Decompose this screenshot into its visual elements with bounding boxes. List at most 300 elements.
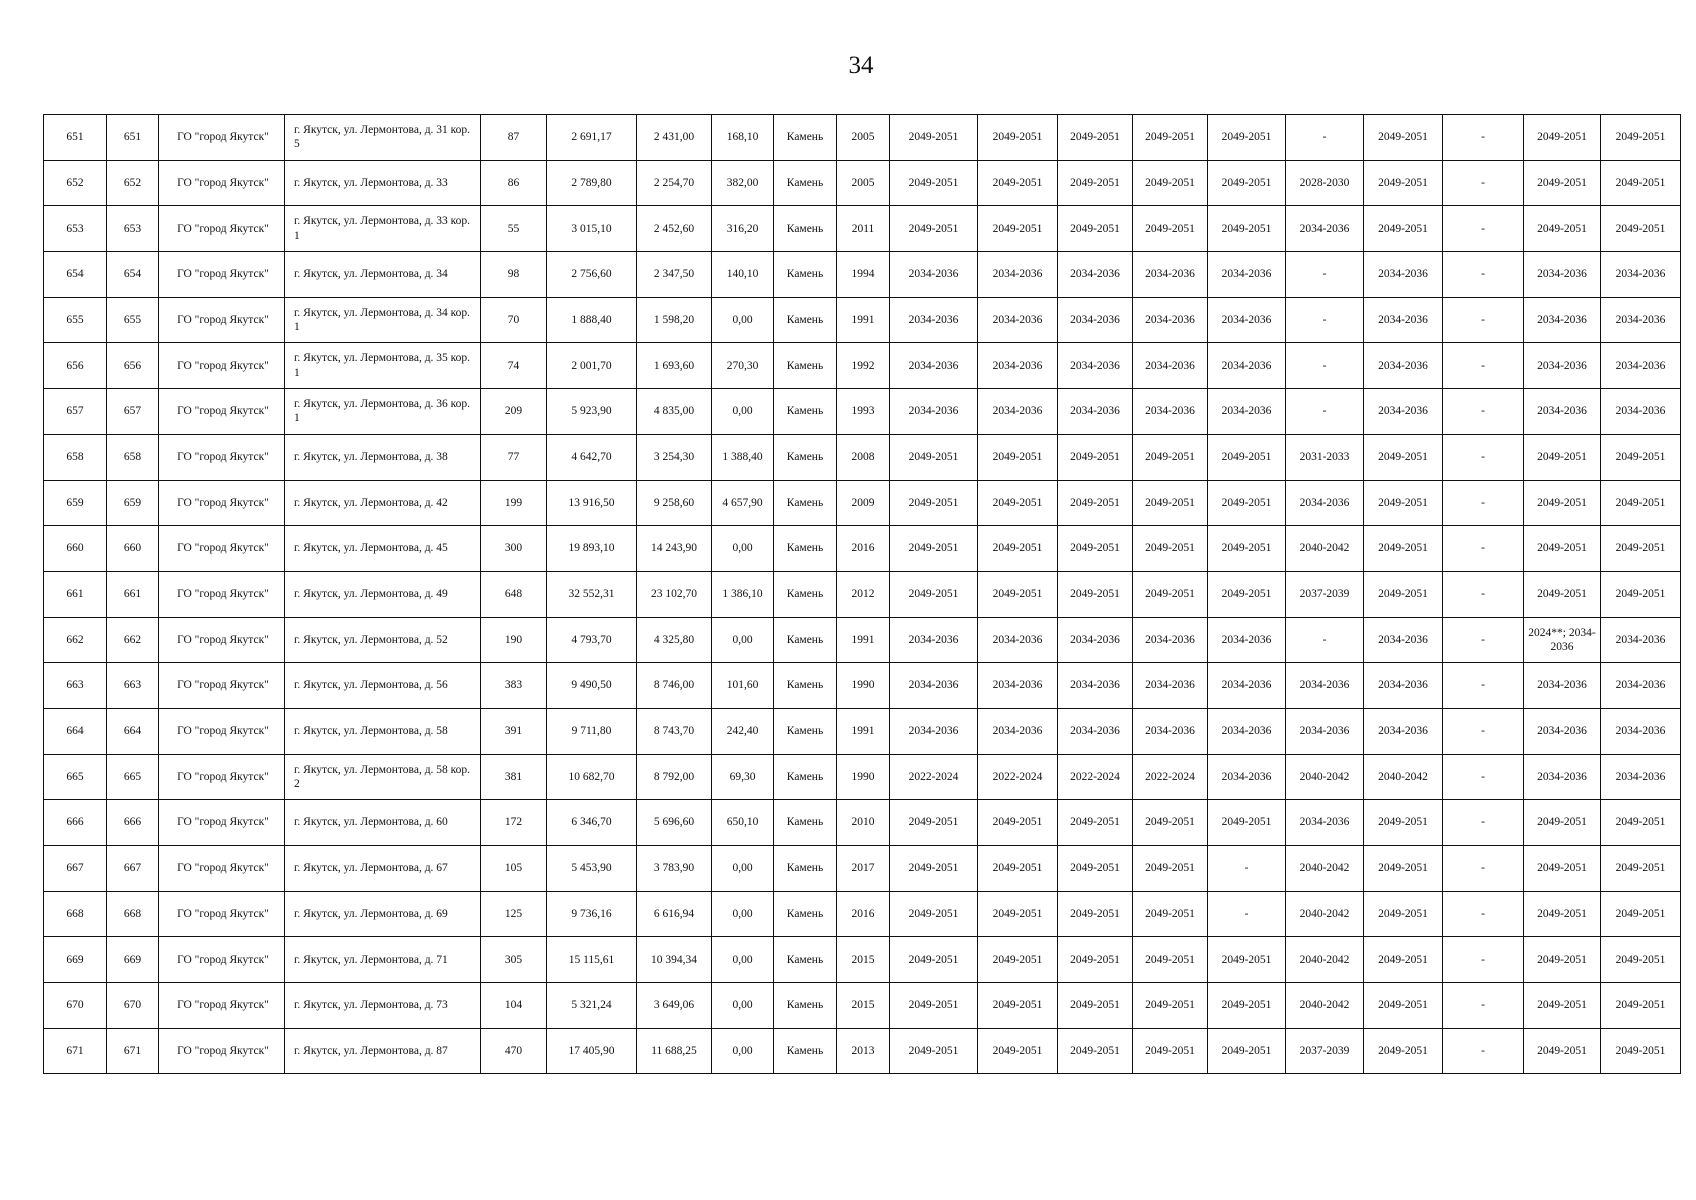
cell-term-basement: - xyxy=(1443,480,1524,526)
cell-address: г. Якутск, ул. Лермонтова, д. 42 xyxy=(285,480,481,526)
cell-wall-material: Камень xyxy=(774,754,837,800)
cell-term-cold-water: 2049-2051 xyxy=(1133,206,1208,252)
cell-term-roof: 2049-2051 xyxy=(1364,983,1443,1029)
cell-term-sewerage: 2049-2051 xyxy=(1208,571,1286,617)
cell-nonresidential-area: 101,60 xyxy=(712,663,774,709)
cell-nonresidential-area: 0,00 xyxy=(712,1028,774,1074)
cell-municipality: ГО "город Якутск" xyxy=(159,846,285,892)
cell-term-basement: - xyxy=(1443,297,1524,343)
cell-address: г. Якутск, ул. Лермонтова, д. 58 кор. 2 xyxy=(285,754,481,800)
cell-commissioning-year: 2012 xyxy=(837,571,890,617)
cell-term-heating: 2049-2051 xyxy=(978,571,1058,617)
cell-term-electricity: 2049-2051 xyxy=(890,1028,978,1074)
cell-term-hot-water: 2034-2036 xyxy=(1058,343,1133,389)
cell-house-number: 661 xyxy=(107,571,159,617)
cell-total-area: 13 916,50 xyxy=(547,480,637,526)
cell-nonresidential-area: 316,20 xyxy=(712,206,774,252)
table-row xyxy=(44,115,1681,161)
cell-term-cold-water: 2049-2051 xyxy=(1133,571,1208,617)
cell-wall-material: Камень xyxy=(774,343,837,389)
cell-commissioning-year: 2008 xyxy=(837,434,890,480)
cell-term-hot-water: 2049-2051 xyxy=(1058,800,1133,846)
cell-term-foundation: 2034-2036 xyxy=(1601,754,1681,800)
cell-total-area: 5 923,90 xyxy=(547,389,637,435)
cell-address: г. Якутск, ул. Лермонтова, д. 56 xyxy=(285,663,481,709)
cell-address: г. Якутск, ул. Лермонтова, д. 36 кор. 1 xyxy=(285,389,481,435)
cell-term-electricity: 2034-2036 xyxy=(890,708,978,754)
cell-term-foundation: 2049-2051 xyxy=(1601,160,1681,206)
cell-nonresidential-area: 270,30 xyxy=(712,343,774,389)
cell-term-electricity: 2049-2051 xyxy=(890,846,978,892)
cell-row-number: 651 xyxy=(44,115,107,161)
cell-commissioning-year: 1991 xyxy=(837,297,890,343)
cell-term-hot-water: 2034-2036 xyxy=(1058,663,1133,709)
cell-residents: 209 xyxy=(481,389,547,435)
cell-address: г. Якутск, ул. Лермонтова, д. 71 xyxy=(285,937,481,983)
cell-term-gas: - xyxy=(1286,617,1364,663)
cell-residents: 77 xyxy=(481,434,547,480)
cell-commissioning-year: 2013 xyxy=(837,1028,890,1074)
cell-term-roof: 2049-2051 xyxy=(1364,526,1443,572)
cell-term-cold-water: 2049-2051 xyxy=(1133,800,1208,846)
cell-commissioning-year: 2010 xyxy=(837,800,890,846)
table-row xyxy=(44,434,1681,480)
table-row xyxy=(44,891,1681,937)
table-row xyxy=(44,754,1681,800)
cell-term-electricity: 2049-2051 xyxy=(890,160,978,206)
cell-wall-material: Камень xyxy=(774,252,837,298)
cell-term-facade: 2049-2051 xyxy=(1524,937,1601,983)
cell-total-area: 9 736,16 xyxy=(547,891,637,937)
cell-nonresidential-area: 0,00 xyxy=(712,526,774,572)
cell-term-foundation: 2034-2036 xyxy=(1601,708,1681,754)
cell-term-gas: 2028-2030 xyxy=(1286,160,1364,206)
cell-term-foundation: 2034-2036 xyxy=(1601,617,1681,663)
cell-municipality: ГО "город Якутск" xyxy=(159,1028,285,1074)
cell-row-number: 656 xyxy=(44,343,107,389)
cell-nonresidential-area: 168,10 xyxy=(712,115,774,161)
cell-municipality: ГО "город Якутск" xyxy=(159,708,285,754)
cell-term-sewerage: 2049-2051 xyxy=(1208,206,1286,252)
cell-commissioning-year: 1990 xyxy=(837,754,890,800)
cell-term-gas: - xyxy=(1286,297,1364,343)
table-row xyxy=(44,160,1681,206)
cell-total-area: 17 405,90 xyxy=(547,1028,637,1074)
cell-municipality: ГО "город Якутск" xyxy=(159,389,285,435)
cell-residents: 190 xyxy=(481,617,547,663)
cell-residents: 125 xyxy=(481,891,547,937)
cell-term-foundation: 2049-2051 xyxy=(1601,115,1681,161)
cell-term-cold-water: 2049-2051 xyxy=(1133,937,1208,983)
cell-house-number: 662 xyxy=(107,617,159,663)
cell-commissioning-year: 2009 xyxy=(837,480,890,526)
cell-term-cold-water: 2034-2036 xyxy=(1133,617,1208,663)
cell-term-hot-water: 2049-2051 xyxy=(1058,115,1133,161)
cell-total-area: 5 321,24 xyxy=(547,983,637,1029)
cell-term-facade: 2024**; 2034-2036 xyxy=(1524,617,1601,663)
cell-residents: 470 xyxy=(481,1028,547,1074)
cell-commissioning-year: 1992 xyxy=(837,343,890,389)
cell-term-foundation: 2049-2051 xyxy=(1601,846,1681,892)
cell-living-area: 23 102,70 xyxy=(637,571,712,617)
table-row xyxy=(44,252,1681,298)
cell-term-gas: 2034-2036 xyxy=(1286,480,1364,526)
cell-municipality: ГО "город Якутск" xyxy=(159,937,285,983)
cell-term-hot-water: 2049-2051 xyxy=(1058,160,1133,206)
cell-house-number: 670 xyxy=(107,983,159,1029)
cell-term-cold-water: 2034-2036 xyxy=(1133,708,1208,754)
cell-term-heating: 2049-2051 xyxy=(978,206,1058,252)
cell-commissioning-year: 1990 xyxy=(837,663,890,709)
cell-term-hot-water: 2034-2036 xyxy=(1058,297,1133,343)
cell-residents: 381 xyxy=(481,754,547,800)
cell-commissioning-year: 1994 xyxy=(837,252,890,298)
cell-term-roof: 2049-2051 xyxy=(1364,937,1443,983)
table-row xyxy=(44,526,1681,572)
cell-municipality: ГО "город Якутск" xyxy=(159,115,285,161)
cell-term-electricity: 2049-2051 xyxy=(890,434,978,480)
cell-wall-material: Камень xyxy=(774,846,837,892)
cell-wall-material: Камень xyxy=(774,389,837,435)
cell-residents: 300 xyxy=(481,526,547,572)
cell-term-foundation: 2049-2051 xyxy=(1601,891,1681,937)
cell-term-roof: 2034-2036 xyxy=(1364,343,1443,389)
cell-nonresidential-area: 0,00 xyxy=(712,983,774,1029)
cell-term-basement: - xyxy=(1443,846,1524,892)
cell-term-sewerage: 2049-2051 xyxy=(1208,115,1286,161)
cell-address: г. Якутск, ул. Лермонтова, д. 87 xyxy=(285,1028,481,1074)
cell-term-electricity: 2034-2036 xyxy=(890,343,978,389)
cell-term-roof: 2034-2036 xyxy=(1364,389,1443,435)
cell-house-number: 651 xyxy=(107,115,159,161)
table-row xyxy=(44,480,1681,526)
table-row xyxy=(44,297,1681,343)
table-row xyxy=(44,663,1681,709)
cell-municipality: ГО "город Якутск" xyxy=(159,480,285,526)
cell-term-electricity: 2049-2051 xyxy=(890,983,978,1029)
cell-residents: 383 xyxy=(481,663,547,709)
cell-term-basement: - xyxy=(1443,160,1524,206)
cell-term-facade: 2049-2051 xyxy=(1524,846,1601,892)
cell-nonresidential-area: 0,00 xyxy=(712,937,774,983)
table-row xyxy=(44,937,1681,983)
cell-wall-material: Камень xyxy=(774,526,837,572)
cell-living-area: 11 688,25 xyxy=(637,1028,712,1074)
cell-term-roof: 2034-2036 xyxy=(1364,708,1443,754)
cell-living-area: 8 743,70 xyxy=(637,708,712,754)
cell-term-facade: 2049-2051 xyxy=(1524,526,1601,572)
cell-row-number: 654 xyxy=(44,252,107,298)
cell-total-area: 3 015,10 xyxy=(547,206,637,252)
cell-term-electricity: 2049-2051 xyxy=(890,206,978,252)
cell-term-basement: - xyxy=(1443,800,1524,846)
cell-term-roof: 2049-2051 xyxy=(1364,800,1443,846)
cell-residents: 87 xyxy=(481,115,547,161)
cell-wall-material: Камень xyxy=(774,983,837,1029)
cell-nonresidential-area: 140,10 xyxy=(712,252,774,298)
cell-address: г. Якутск, ул. Лермонтова, д. 34 кор. 1 xyxy=(285,297,481,343)
cell-term-cold-water: 2022-2024 xyxy=(1133,754,1208,800)
cell-nonresidential-area: 242,40 xyxy=(712,708,774,754)
cell-term-heating: 2049-2051 xyxy=(978,891,1058,937)
cell-term-electricity: 2049-2051 xyxy=(890,526,978,572)
cell-term-foundation: 2034-2036 xyxy=(1601,297,1681,343)
cell-term-facade: 2049-2051 xyxy=(1524,160,1601,206)
registry-body xyxy=(44,115,1681,1074)
cell-row-number: 669 xyxy=(44,937,107,983)
cell-term-cold-water: 2049-2051 xyxy=(1133,480,1208,526)
cell-term-heating: 2034-2036 xyxy=(978,252,1058,298)
cell-term-sewerage: 2049-2051 xyxy=(1208,983,1286,1029)
cell-nonresidential-area: 382,00 xyxy=(712,160,774,206)
cell-term-gas: - xyxy=(1286,252,1364,298)
cell-nonresidential-area: 0,00 xyxy=(712,389,774,435)
cell-house-number: 666 xyxy=(107,800,159,846)
cell-commissioning-year: 2017 xyxy=(837,846,890,892)
cell-term-gas: 2034-2036 xyxy=(1286,708,1364,754)
cell-living-area: 2 347,50 xyxy=(637,252,712,298)
cell-nonresidential-area: 0,00 xyxy=(712,297,774,343)
cell-term-roof: 2049-2051 xyxy=(1364,434,1443,480)
cell-total-area: 2 691,17 xyxy=(547,115,637,161)
cell-living-area: 1 693,60 xyxy=(637,343,712,389)
cell-term-facade: 2034-2036 xyxy=(1524,754,1601,800)
cell-municipality: ГО "город Якутск" xyxy=(159,206,285,252)
cell-term-hot-water: 2049-2051 xyxy=(1058,1028,1133,1074)
cell-total-area: 5 453,90 xyxy=(547,846,637,892)
cell-term-hot-water: 2049-2051 xyxy=(1058,206,1133,252)
cell-wall-material: Камень xyxy=(774,434,837,480)
cell-term-facade: 2049-2051 xyxy=(1524,480,1601,526)
cell-term-basement: - xyxy=(1443,1028,1524,1074)
cell-wall-material: Камень xyxy=(774,1028,837,1074)
cell-term-gas: 2040-2042 xyxy=(1286,937,1364,983)
table-row xyxy=(44,800,1681,846)
cell-term-gas: 2031-2033 xyxy=(1286,434,1364,480)
cell-term-facade: 2049-2051 xyxy=(1524,1028,1601,1074)
table-row xyxy=(44,571,1681,617)
cell-term-cold-water: 2049-2051 xyxy=(1133,983,1208,1029)
cell-living-area: 3 783,90 xyxy=(637,846,712,892)
cell-term-hot-water: 2034-2036 xyxy=(1058,617,1133,663)
cell-wall-material: Камень xyxy=(774,663,837,709)
cell-residents: 86 xyxy=(481,160,547,206)
cell-term-gas: 2037-2039 xyxy=(1286,1028,1364,1074)
cell-address: г. Якутск, ул. Лермонтова, д. 52 xyxy=(285,617,481,663)
cell-municipality: ГО "город Якутск" xyxy=(159,617,285,663)
cell-term-foundation: 2034-2036 xyxy=(1601,389,1681,435)
cell-house-number: 667 xyxy=(107,846,159,892)
cell-house-number: 665 xyxy=(107,754,159,800)
cell-wall-material: Камень xyxy=(774,937,837,983)
cell-residents: 199 xyxy=(481,480,547,526)
cell-commissioning-year: 2005 xyxy=(837,115,890,161)
cell-term-roof: 2034-2036 xyxy=(1364,663,1443,709)
cell-wall-material: Камень xyxy=(774,160,837,206)
cell-address: г. Якутск, ул. Лермонтова, д. 49 xyxy=(285,571,481,617)
cell-term-sewerage: 2049-2051 xyxy=(1208,1028,1286,1074)
cell-house-number: 656 xyxy=(107,343,159,389)
cell-living-area: 4 835,00 xyxy=(637,389,712,435)
cell-municipality: ГО "город Якутск" xyxy=(159,434,285,480)
cell-term-gas: 2034-2036 xyxy=(1286,800,1364,846)
cell-term-cold-water: 2034-2036 xyxy=(1133,252,1208,298)
cell-address: г. Якутск, ул. Лермонтова, д. 69 xyxy=(285,891,481,937)
cell-residents: 391 xyxy=(481,708,547,754)
cell-living-area: 6 616,94 xyxy=(637,891,712,937)
page-number: 34 xyxy=(848,52,874,79)
cell-term-roof: 2049-2051 xyxy=(1364,1028,1443,1074)
cell-term-heating: 2034-2036 xyxy=(978,389,1058,435)
cell-term-roof: 2034-2036 xyxy=(1364,617,1443,663)
cell-term-sewerage: 2034-2036 xyxy=(1208,617,1286,663)
cell-term-heating: 2049-2051 xyxy=(978,983,1058,1029)
cell-term-heating: 2049-2051 xyxy=(978,800,1058,846)
cell-wall-material: Камень xyxy=(774,297,837,343)
cell-term-facade: 2034-2036 xyxy=(1524,663,1601,709)
cell-term-roof: 2049-2051 xyxy=(1364,206,1443,252)
cell-house-number: 653 xyxy=(107,206,159,252)
cell-term-gas: 2040-2042 xyxy=(1286,983,1364,1029)
cell-wall-material: Камень xyxy=(774,571,837,617)
cell-address: г. Якутск, ул. Лермонтова, д. 31 кор. 5 xyxy=(285,115,481,161)
cell-term-electricity: 2049-2051 xyxy=(890,115,978,161)
cell-term-foundation: 2034-2036 xyxy=(1601,343,1681,389)
cell-term-gas: 2034-2036 xyxy=(1286,663,1364,709)
cell-wall-material: Камень xyxy=(774,617,837,663)
cell-term-heating: 2022-2024 xyxy=(978,754,1058,800)
cell-term-roof: 2049-2051 xyxy=(1364,480,1443,526)
cell-living-area: 8 792,00 xyxy=(637,754,712,800)
cell-house-number: 669 xyxy=(107,937,159,983)
cell-nonresidential-area: 1 386,10 xyxy=(712,571,774,617)
cell-living-area: 4 325,80 xyxy=(637,617,712,663)
cell-row-number: 670 xyxy=(44,983,107,1029)
cell-term-foundation: 2049-2051 xyxy=(1601,434,1681,480)
cell-wall-material: Камень xyxy=(774,891,837,937)
cell-term-gas: 2040-2042 xyxy=(1286,891,1364,937)
table-row xyxy=(44,708,1681,754)
cell-term-foundation: 2034-2036 xyxy=(1601,252,1681,298)
cell-term-cold-water: 2034-2036 xyxy=(1133,663,1208,709)
cell-term-electricity: 2034-2036 xyxy=(890,617,978,663)
housing-registry-table xyxy=(43,114,1681,1074)
cell-term-basement: - xyxy=(1443,891,1524,937)
cell-term-cold-water: 2049-2051 xyxy=(1133,1028,1208,1074)
cell-row-number: 652 xyxy=(44,160,107,206)
cell-municipality: ГО "город Якутск" xyxy=(159,571,285,617)
cell-total-area: 32 552,31 xyxy=(547,571,637,617)
cell-term-roof: 2049-2051 xyxy=(1364,846,1443,892)
cell-term-roof: 2040-2042 xyxy=(1364,754,1443,800)
table-row xyxy=(44,1028,1681,1074)
cell-total-area: 9 490,50 xyxy=(547,663,637,709)
cell-row-number: 668 xyxy=(44,891,107,937)
cell-term-hot-water: 2049-2051 xyxy=(1058,937,1133,983)
cell-total-area: 19 893,10 xyxy=(547,526,637,572)
cell-term-sewerage: 2034-2036 xyxy=(1208,754,1286,800)
cell-term-cold-water: 2049-2051 xyxy=(1133,891,1208,937)
cell-row-number: 664 xyxy=(44,708,107,754)
cell-residents: 105 xyxy=(481,846,547,892)
cell-term-cold-water: 2049-2051 xyxy=(1133,846,1208,892)
cell-municipality: ГО "город Якутск" xyxy=(159,663,285,709)
cell-total-area: 2 001,70 xyxy=(547,343,637,389)
cell-term-electricity: 2034-2036 xyxy=(890,389,978,435)
cell-residents: 70 xyxy=(481,297,547,343)
cell-term-hot-water: 2049-2051 xyxy=(1058,526,1133,572)
cell-term-gas: 2040-2042 xyxy=(1286,846,1364,892)
cell-municipality: ГО "город Якутск" xyxy=(159,252,285,298)
cell-term-facade: 2034-2036 xyxy=(1524,297,1601,343)
cell-term-cold-water: 2049-2051 xyxy=(1133,115,1208,161)
cell-wall-material: Камень xyxy=(774,480,837,526)
cell-term-gas: 2040-2042 xyxy=(1286,754,1364,800)
cell-nonresidential-area: 0,00 xyxy=(712,617,774,663)
cell-municipality: ГО "город Якутск" xyxy=(159,160,285,206)
cell-term-hot-water: 2049-2051 xyxy=(1058,434,1133,480)
cell-living-area: 2 254,70 xyxy=(637,160,712,206)
cell-term-electricity: 2049-2051 xyxy=(890,480,978,526)
cell-term-facade: 2049-2051 xyxy=(1524,206,1601,252)
cell-term-hot-water: 2049-2051 xyxy=(1058,983,1133,1029)
cell-nonresidential-area: 1 388,40 xyxy=(712,434,774,480)
cell-living-area: 9 258,60 xyxy=(637,480,712,526)
cell-term-foundation: 2049-2051 xyxy=(1601,937,1681,983)
cell-house-number: 663 xyxy=(107,663,159,709)
cell-term-sewerage: 2034-2036 xyxy=(1208,252,1286,298)
cell-term-foundation: 2049-2051 xyxy=(1601,480,1681,526)
table-row xyxy=(44,846,1681,892)
cell-residents: 305 xyxy=(481,937,547,983)
cell-term-sewerage: 2034-2036 xyxy=(1208,297,1286,343)
cell-living-area: 8 746,00 xyxy=(637,663,712,709)
cell-commissioning-year: 2016 xyxy=(837,891,890,937)
cell-residents: 98 xyxy=(481,252,547,298)
cell-term-facade: 2049-2051 xyxy=(1524,571,1601,617)
cell-term-basement: - xyxy=(1443,708,1524,754)
cell-living-area: 2 431,00 xyxy=(637,115,712,161)
cell-house-number: 664 xyxy=(107,708,159,754)
cell-commissioning-year: 1993 xyxy=(837,389,890,435)
cell-living-area: 5 696,60 xyxy=(637,800,712,846)
cell-nonresidential-area: 4 657,90 xyxy=(712,480,774,526)
cell-residents: 104 xyxy=(481,983,547,1029)
cell-term-roof: 2049-2051 xyxy=(1364,115,1443,161)
cell-term-heating: 2049-2051 xyxy=(978,846,1058,892)
cell-house-number: 655 xyxy=(107,297,159,343)
table-row xyxy=(44,983,1681,1029)
cell-term-gas: - xyxy=(1286,115,1364,161)
cell-municipality: ГО "город Якутск" xyxy=(159,754,285,800)
cell-term-foundation: 2049-2051 xyxy=(1601,983,1681,1029)
cell-total-area: 6 346,70 xyxy=(547,800,637,846)
cell-term-electricity: 2049-2051 xyxy=(890,800,978,846)
cell-residents: 172 xyxy=(481,800,547,846)
cell-total-area: 2 756,60 xyxy=(547,252,637,298)
cell-term-hot-water: 2022-2024 xyxy=(1058,754,1133,800)
cell-term-facade: 2049-2051 xyxy=(1524,115,1601,161)
cell-row-number: 660 xyxy=(44,526,107,572)
cell-row-number: 655 xyxy=(44,297,107,343)
cell-term-roof: 2049-2051 xyxy=(1364,891,1443,937)
cell-term-gas: - xyxy=(1286,389,1364,435)
cell-total-area: 9 711,80 xyxy=(547,708,637,754)
cell-term-basement: - xyxy=(1443,389,1524,435)
cell-term-heating: 2049-2051 xyxy=(978,160,1058,206)
cell-term-gas: - xyxy=(1286,343,1364,389)
cell-term-basement: - xyxy=(1443,937,1524,983)
